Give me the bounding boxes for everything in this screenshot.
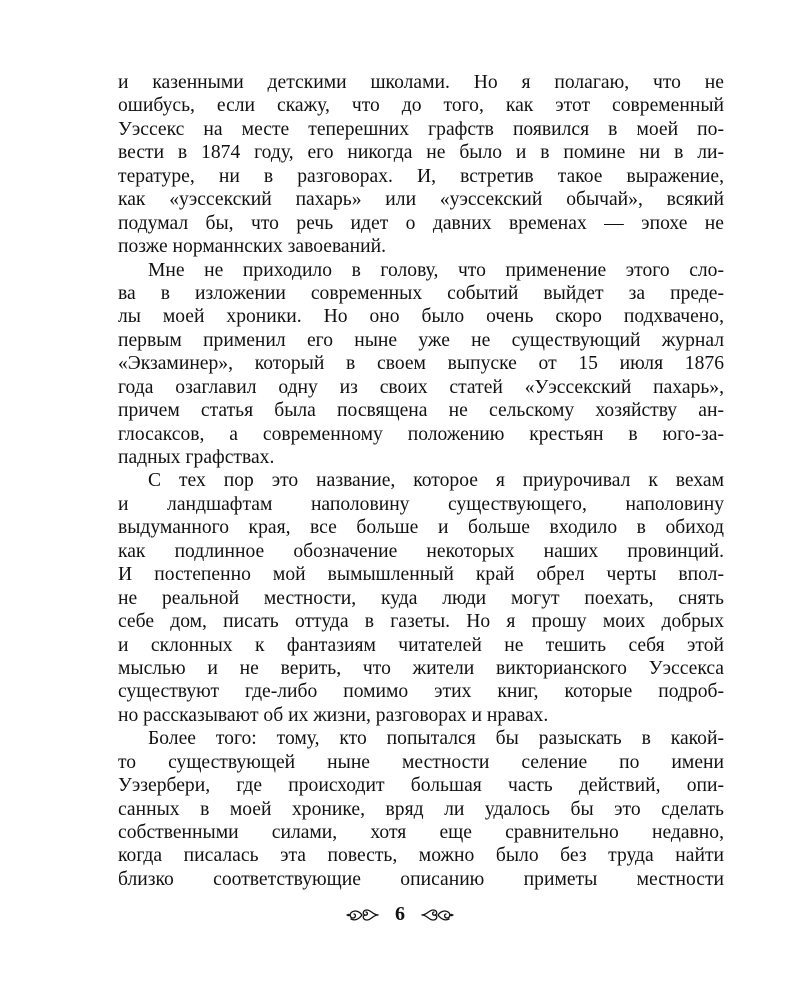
text-line: выдуманного края, все больше и больше входило в обиход [118, 517, 724, 539]
text-line: «Экзаминер», который в своем выпуске от 15 июля 1876 [118, 353, 724, 375]
text-line: лы моей хроники. Но оно было очень скоро подхвачено, [118, 306, 724, 328]
text-line: то существующей ныне местности селение по имени [118, 751, 724, 773]
text-line: позже норманнских завоеваний. [118, 236, 386, 258]
text-line: ошибусь, если скажу, что до того, как этот современный [118, 95, 724, 117]
text-line: ва в изложении современных событий выйдет за преде- [118, 282, 724, 304]
page-footer [0, 903, 800, 926]
paragraph-first-line: С тех пор это название, которое я приурочивал к вехам [148, 470, 724, 492]
book-page-text [118, 71, 724, 891]
text-line: как «уэссекский пахарь» или «уэссекский обычай», всякий [118, 189, 724, 211]
paragraph-first-line: Мне не приходило в голову, что применение этого сло- [148, 259, 724, 281]
left-flourish-icon [346, 906, 380, 924]
text-line: санных в моей хронике, вряд ли удалось бы это сделать [118, 798, 724, 820]
text-line: И постепенно мой вымышленный край обрел черты впол- [118, 564, 724, 586]
text-line: и казенными детскими школами. Но я полагаю, что не [118, 72, 724, 93]
text-line: первым применил его ныне уже не существующий журнал [118, 329, 724, 351]
text-line: когда писалась эта повесть, можно было без труда найти [118, 845, 724, 867]
right-flourish-icon [420, 906, 454, 924]
text-line: мыслью и не верить, что жители викторианского Уэссекса [118, 657, 724, 679]
text-line: тературе, ни в разговорах. И, встретив такое выражение, [118, 165, 724, 187]
text-line: но рассказывают об их жизни, разговорах и нравах. [118, 704, 549, 726]
text-line: причем статья была посвящена не сельскому хозяйству ан- [118, 400, 724, 422]
text-line: Уэзербери, где происходит большая часть действий, опи- [118, 775, 724, 797]
text-line: как подлинное обозначение некоторых наших провинций. [118, 540, 724, 562]
text-line: близко соответствующие описанию приметы местности [118, 868, 724, 890]
text-line: собственными силами, хотя еще сравнительно недавно, [118, 822, 724, 843]
text-line: и склонных к фантазиям читателей не тешить себя этой [118, 634, 724, 656]
paragraph-first-line: Более того: тому, кто попытался бы разыскать в какой- [148, 728, 724, 750]
text-line: себе дом, писать оттуда в газеты. Но я прошу моих добрых [118, 611, 724, 633]
text-line: вести в 1874 году, его никогда не было и в помине ни в ли- [118, 142, 724, 164]
text-line: падных графствах. [118, 447, 275, 468]
text-line: существуют где-либо помимо этих книг, которые подроб- [118, 681, 724, 703]
page-number: 6 [395, 903, 405, 925]
text-line: глосаксов, а современному положению крестьян в юго-за- [118, 423, 724, 445]
text-line: не реальной местности, куда люди могут поехать, снять [118, 587, 724, 609]
text-line: подумал бы, что речь идет о давних временах — эпохе не [118, 212, 724, 234]
text-line: и ландшафтам наполовину существующего, наполовину [118, 493, 724, 515]
text-line: Уэссекс на месте теперешних графств появился в моей по- [118, 118, 724, 140]
text-line: года озаглавил одну из своих статей «Уэссекский пахарь», [118, 376, 724, 398]
